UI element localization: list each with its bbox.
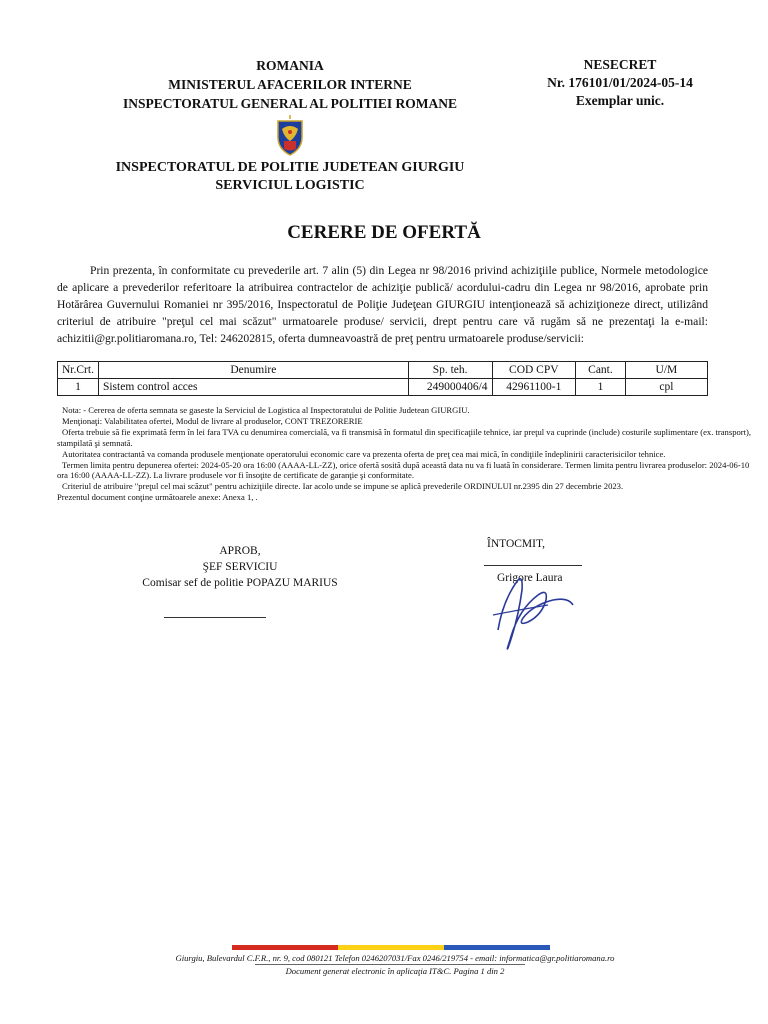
footer-divider bbox=[255, 964, 525, 965]
document-title: CERERE DE OFERTĂ bbox=[287, 222, 481, 243]
header-right bbox=[520, 56, 720, 110]
unit-header bbox=[90, 159, 490, 195]
note-line: Termen limita pentru depunerea ofertei: 2024-05-20 ora 16:00 (AAAA-LL-ZZ), orice ofertă sosită după această data nu va fi luată în considerare. Termen limita pentru livrarea produselor: 2024-06-10 ora 16:00 (AAAA-LL-ZZ). La livrare produsele vor fi însoţite de certificate de garanţie şi conformitate. bbox=[57, 459, 750, 481]
cell-sp-teh: 249000406/4 bbox=[408, 379, 492, 396]
footer-address: Giurgiu, Bulevardul C.F.R., nr. 9, cod 080121 Telefon 0246207031/Fax 0246/219754 - email: informatica@gr.politiaromana.ro bbox=[175, 953, 615, 963]
footer-flag-bar bbox=[232, 945, 550, 950]
note-line: Oferta trebuie să fie exprimată ferm în lei fara TVA cu denumirea comercială, va fi transmisă în formatul din specificaţiile tehnice, iar preţul va cuprinde (include) costurile suplimentare (ex. transport), stampilată şi semnată. bbox=[57, 426, 752, 448]
copy-note: Exemplar unic. bbox=[575, 93, 665, 108]
service-name: SERVICIUL LOGISTIC bbox=[215, 178, 365, 193]
ministry: MINISTERUL AFACERILOR INTERNE bbox=[168, 77, 412, 92]
romanian-coat-of-arms-icon bbox=[270, 115, 310, 157]
table-header-row bbox=[58, 362, 708, 379]
cell-cant: 1 bbox=[576, 379, 626, 396]
notes-section bbox=[57, 405, 757, 503]
cell-denumire: Sistem control acces bbox=[98, 379, 408, 396]
col-sp-teh: Sp. teh. bbox=[408, 362, 492, 379]
handwritten-signature bbox=[478, 560, 588, 655]
col-um: U/M bbox=[625, 362, 707, 379]
document-number: Nr. 176101/01/2024-05-14 bbox=[547, 75, 693, 90]
note-line: Nota: - Cererea de oferta semnata se gaseste la Serviciul de Logistica al Inspectoratului de Politie Judetean GIURGIU. bbox=[62, 405, 470, 415]
intro-paragraph: Prin prezenta, în conformitate cu prevederile art. 7 alin (5) din Legea nr 98/2016 privind achiziţiile publice, Normele metodologice de aplicare a prevederilor referitoare la atribuirea contractelor de achiziţie publică/ acordului-cadru din Legea nr 98/2016, aprobate prin Hotărârea Guvernului Romaniei nr 395/2016, Inspectoratul de Poliţie Judeţean GIURGIU intenţionează să achiziţioneze direct, utilizând criteriul de atribuire "preţul cel mai scăzut" urmatoarele produse/ servicii, drept pentru care vă rugăm să ne prezentaţi la e-mail: achizitii@gr.politiaromana.ro, Tel: 246202815, oferta dumneavoastră de preţ pentru urmatoarele produse/servicii: bbox=[57, 264, 708, 345]
classification: NESECRET bbox=[583, 57, 657, 72]
unit-name: INSPECTORATUL DE POLITIE JUDETEAN GIURGIU bbox=[115, 160, 465, 175]
col-denumire: Denumire bbox=[98, 362, 408, 379]
col-cod-cpv: COD CPV bbox=[492, 362, 576, 379]
footer-generated-note: Document generat electronic în aplicaţia IT&C. Pagina 1 din 2 bbox=[285, 966, 505, 976]
header-left bbox=[90, 56, 490, 113]
prepared-label: ÎNTOCMIT, bbox=[487, 538, 546, 550]
country: ROMANIA bbox=[256, 58, 324, 73]
approval-block bbox=[90, 543, 390, 591]
approval-role: ŞEF SERVICIU bbox=[202, 561, 278, 573]
approval-name: Comisar sef de politie POPAZU MARIUS bbox=[142, 577, 338, 589]
table-row bbox=[58, 379, 708, 396]
cell-cod-cpv: 42961100-1 bbox=[492, 379, 576, 396]
cell-nr: 1 bbox=[58, 379, 99, 396]
approval-label: APROB, bbox=[219, 545, 261, 557]
col-cant: Cant. bbox=[576, 362, 626, 379]
approval-signature-line bbox=[164, 617, 266, 618]
cell-um: cpl bbox=[625, 379, 707, 396]
prepared-name: Grigore Laura bbox=[497, 572, 563, 584]
note-line: Prezentul document conţine următoarele anexe: Anexa 1, . bbox=[57, 492, 258, 503]
note-line: Menţionaţi: Valabilitatea ofertei, Modul de livrare al produselor, CONT TREZORERIE bbox=[62, 415, 363, 426]
items-table bbox=[57, 361, 708, 396]
note-line: Autoritatea contractantă va comanda produsele menţionate operatorului economic care va prezenta oferta de preţ cea mai mică, în condiţiile îndeplinirii caracterisicilor tehnice. bbox=[62, 448, 666, 459]
col-nr: Nr.Crt. bbox=[58, 362, 99, 379]
flag-yellow bbox=[338, 945, 444, 950]
note-line: Criteriul de atribuire "preţul cel mai scăzut" pentru achiziţiile directe. Iar acolo unde se impune se aplică prevederile ORDINULUI nr.2395 din 27 decembrie 2023. bbox=[62, 481, 624, 492]
flag-blue bbox=[444, 945, 550, 950]
flag-red bbox=[232, 945, 338, 950]
inspectorate: INSPECTORATUL GENERAL AL POLITIEI ROMANE bbox=[122, 96, 458, 111]
